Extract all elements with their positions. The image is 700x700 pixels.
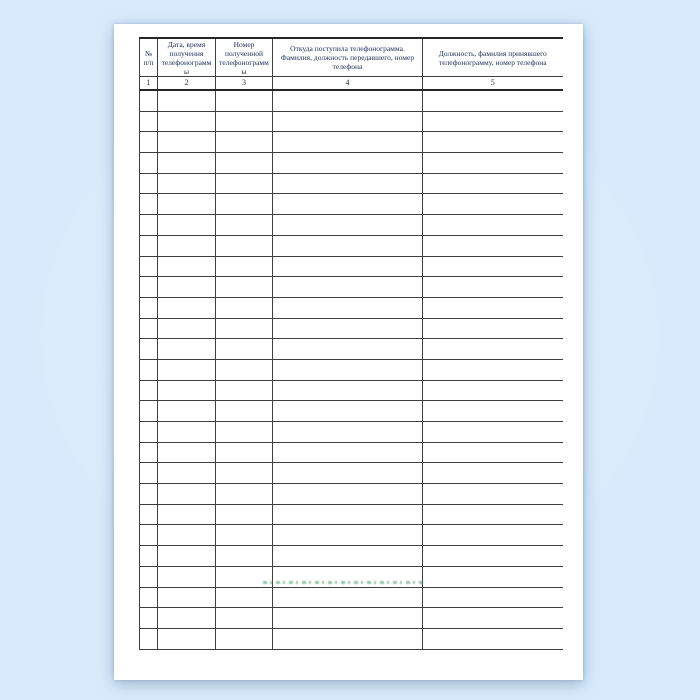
empty-cell xyxy=(216,380,273,401)
table-row xyxy=(140,194,563,215)
table-row xyxy=(140,277,563,298)
empty-cell xyxy=(158,173,216,194)
empty-cell xyxy=(423,463,563,484)
empty-cell xyxy=(216,628,273,649)
table-row xyxy=(140,132,563,153)
column-header-number: Номер полученной телефонограммы xyxy=(216,38,273,77)
table-row xyxy=(140,235,563,256)
empty-cell xyxy=(158,628,216,649)
table-row xyxy=(140,339,563,360)
empty-cell xyxy=(158,608,216,629)
empty-cell xyxy=(273,401,423,422)
empty-cell xyxy=(158,339,216,360)
empty-cell xyxy=(273,463,423,484)
empty-cell xyxy=(158,111,216,132)
empty-cell xyxy=(216,153,273,174)
empty-cell xyxy=(216,401,273,422)
empty-cell xyxy=(423,442,563,463)
empty-cell xyxy=(140,339,158,360)
empty-cell xyxy=(216,277,273,298)
empty-cell xyxy=(140,566,158,587)
empty-cell xyxy=(158,297,216,318)
empty-cell xyxy=(423,318,563,339)
empty-cell xyxy=(140,111,158,132)
table-row xyxy=(140,422,563,443)
empty-cell xyxy=(140,463,158,484)
empty-cell xyxy=(140,132,158,153)
empty-cell xyxy=(140,194,158,215)
empty-cell xyxy=(423,153,563,174)
empty-cell xyxy=(273,194,423,215)
empty-cell xyxy=(158,587,216,608)
empty-cell xyxy=(140,628,158,649)
column-number: 3 xyxy=(216,77,273,91)
empty-cell xyxy=(216,525,273,546)
empty-cell xyxy=(273,422,423,443)
table-row xyxy=(140,628,563,649)
table-row xyxy=(140,173,563,194)
empty-cell xyxy=(273,215,423,236)
empty-cell xyxy=(140,173,158,194)
empty-cell xyxy=(140,90,158,111)
empty-cell xyxy=(423,215,563,236)
column-number: 1 xyxy=(140,77,158,91)
empty-cell xyxy=(158,546,216,567)
empty-cell xyxy=(216,90,273,111)
empty-cell xyxy=(273,153,423,174)
empty-cell xyxy=(423,256,563,277)
empty-cell xyxy=(216,608,273,629)
empty-cell xyxy=(216,215,273,236)
column-header-index: № п/п xyxy=(140,38,158,77)
empty-cell xyxy=(423,525,563,546)
empty-cell xyxy=(216,173,273,194)
table-row xyxy=(140,401,563,422)
empty-cell xyxy=(423,90,563,111)
empty-cell xyxy=(423,380,563,401)
table-row xyxy=(140,484,563,505)
empty-cell xyxy=(140,442,158,463)
table-row xyxy=(140,256,563,277)
empty-cell xyxy=(158,484,216,505)
empty-cell xyxy=(423,132,563,153)
empty-cell xyxy=(216,132,273,153)
empty-cell xyxy=(273,235,423,256)
empty-cell xyxy=(423,277,563,298)
empty-cell xyxy=(273,380,423,401)
empty-cell xyxy=(158,380,216,401)
empty-cell xyxy=(273,277,423,298)
empty-cell xyxy=(273,587,423,608)
empty-cell xyxy=(140,525,158,546)
empty-cell xyxy=(273,628,423,649)
table-row xyxy=(140,463,563,484)
empty-cell xyxy=(158,277,216,298)
empty-cell xyxy=(158,235,216,256)
empty-cell xyxy=(216,194,273,215)
table-row xyxy=(140,587,563,608)
watermark xyxy=(263,580,423,585)
empty-cell xyxy=(158,525,216,546)
column-header-date-time: Дата, время получения телефонограммы xyxy=(158,38,216,77)
empty-cell xyxy=(423,546,563,567)
empty-cell xyxy=(216,442,273,463)
empty-cell xyxy=(273,546,423,567)
empty-cell xyxy=(273,173,423,194)
empty-cell xyxy=(158,401,216,422)
empty-cell xyxy=(140,422,158,443)
column-header-receiver: Должность, фамилия принявшего телефонограмму, номер телефона xyxy=(423,38,563,77)
table-row xyxy=(140,215,563,236)
journal-body xyxy=(140,90,563,649)
empty-cell xyxy=(216,546,273,567)
empty-cell xyxy=(423,173,563,194)
empty-cell xyxy=(273,504,423,525)
empty-cell xyxy=(140,484,158,505)
empty-cell xyxy=(423,339,563,360)
empty-cell xyxy=(216,256,273,277)
empty-cell xyxy=(423,194,563,215)
column-number-row xyxy=(140,77,563,91)
empty-cell xyxy=(140,215,158,236)
empty-cell xyxy=(158,318,216,339)
empty-cell xyxy=(140,235,158,256)
empty-cell xyxy=(423,422,563,443)
empty-cell xyxy=(423,628,563,649)
empty-cell xyxy=(158,256,216,277)
empty-cell xyxy=(423,504,563,525)
empty-cell xyxy=(140,608,158,629)
column-number: 2 xyxy=(158,77,216,91)
empty-cell xyxy=(423,401,563,422)
empty-cell xyxy=(273,256,423,277)
empty-cell xyxy=(158,504,216,525)
empty-cell xyxy=(273,484,423,505)
column-number: 4 xyxy=(273,77,423,91)
empty-cell xyxy=(423,235,563,256)
table-row xyxy=(140,359,563,380)
empty-cell xyxy=(158,194,216,215)
table-row xyxy=(140,504,563,525)
empty-cell xyxy=(216,587,273,608)
empty-cell xyxy=(140,297,158,318)
empty-cell xyxy=(273,111,423,132)
empty-cell xyxy=(216,235,273,256)
header-row xyxy=(140,38,563,77)
table-row xyxy=(140,297,563,318)
column-header-origin: Откуда поступила телефонограмма. Фамилия, должность передавшего, номер телефона xyxy=(273,38,423,77)
empty-cell xyxy=(216,318,273,339)
empty-cell xyxy=(158,215,216,236)
table-row xyxy=(140,546,563,567)
empty-cell xyxy=(158,463,216,484)
empty-cell xyxy=(140,318,158,339)
empty-cell xyxy=(140,277,158,298)
empty-cell xyxy=(216,359,273,380)
empty-cell xyxy=(273,525,423,546)
empty-cell xyxy=(423,297,563,318)
table-row xyxy=(140,525,563,546)
empty-cell xyxy=(140,380,158,401)
empty-cell xyxy=(158,566,216,587)
empty-cell xyxy=(140,256,158,277)
empty-cell xyxy=(216,504,273,525)
empty-cell xyxy=(140,504,158,525)
empty-cell xyxy=(158,422,216,443)
document-page xyxy=(114,24,583,680)
column-number: 5 xyxy=(423,77,563,91)
empty-cell xyxy=(423,566,563,587)
table-row xyxy=(140,153,563,174)
empty-cell xyxy=(158,90,216,111)
empty-cell xyxy=(273,339,423,360)
table-row xyxy=(140,318,563,339)
empty-cell xyxy=(423,587,563,608)
empty-cell xyxy=(216,484,273,505)
empty-cell xyxy=(158,442,216,463)
empty-cell xyxy=(216,422,273,443)
empty-cell xyxy=(273,608,423,629)
telephonogram-register-table xyxy=(139,37,563,650)
empty-cell xyxy=(273,132,423,153)
empty-cell xyxy=(140,587,158,608)
table-row xyxy=(140,90,563,111)
empty-cell xyxy=(216,463,273,484)
empty-cell xyxy=(216,297,273,318)
empty-cell xyxy=(273,297,423,318)
empty-cell xyxy=(423,359,563,380)
empty-cell xyxy=(423,111,563,132)
empty-cell xyxy=(216,339,273,360)
empty-cell xyxy=(216,111,273,132)
empty-cell xyxy=(158,359,216,380)
empty-cell xyxy=(273,359,423,380)
table-row xyxy=(140,380,563,401)
empty-cell xyxy=(423,608,563,629)
empty-cell xyxy=(273,90,423,111)
table-row xyxy=(140,442,563,463)
empty-cell xyxy=(140,359,158,380)
table-row xyxy=(140,111,563,132)
table-row xyxy=(140,608,563,629)
empty-cell xyxy=(140,401,158,422)
empty-cell xyxy=(158,132,216,153)
empty-cell xyxy=(423,484,563,505)
empty-cell xyxy=(273,318,423,339)
empty-cell xyxy=(140,546,158,567)
empty-cell xyxy=(140,153,158,174)
empty-cell xyxy=(273,442,423,463)
empty-cell xyxy=(158,153,216,174)
